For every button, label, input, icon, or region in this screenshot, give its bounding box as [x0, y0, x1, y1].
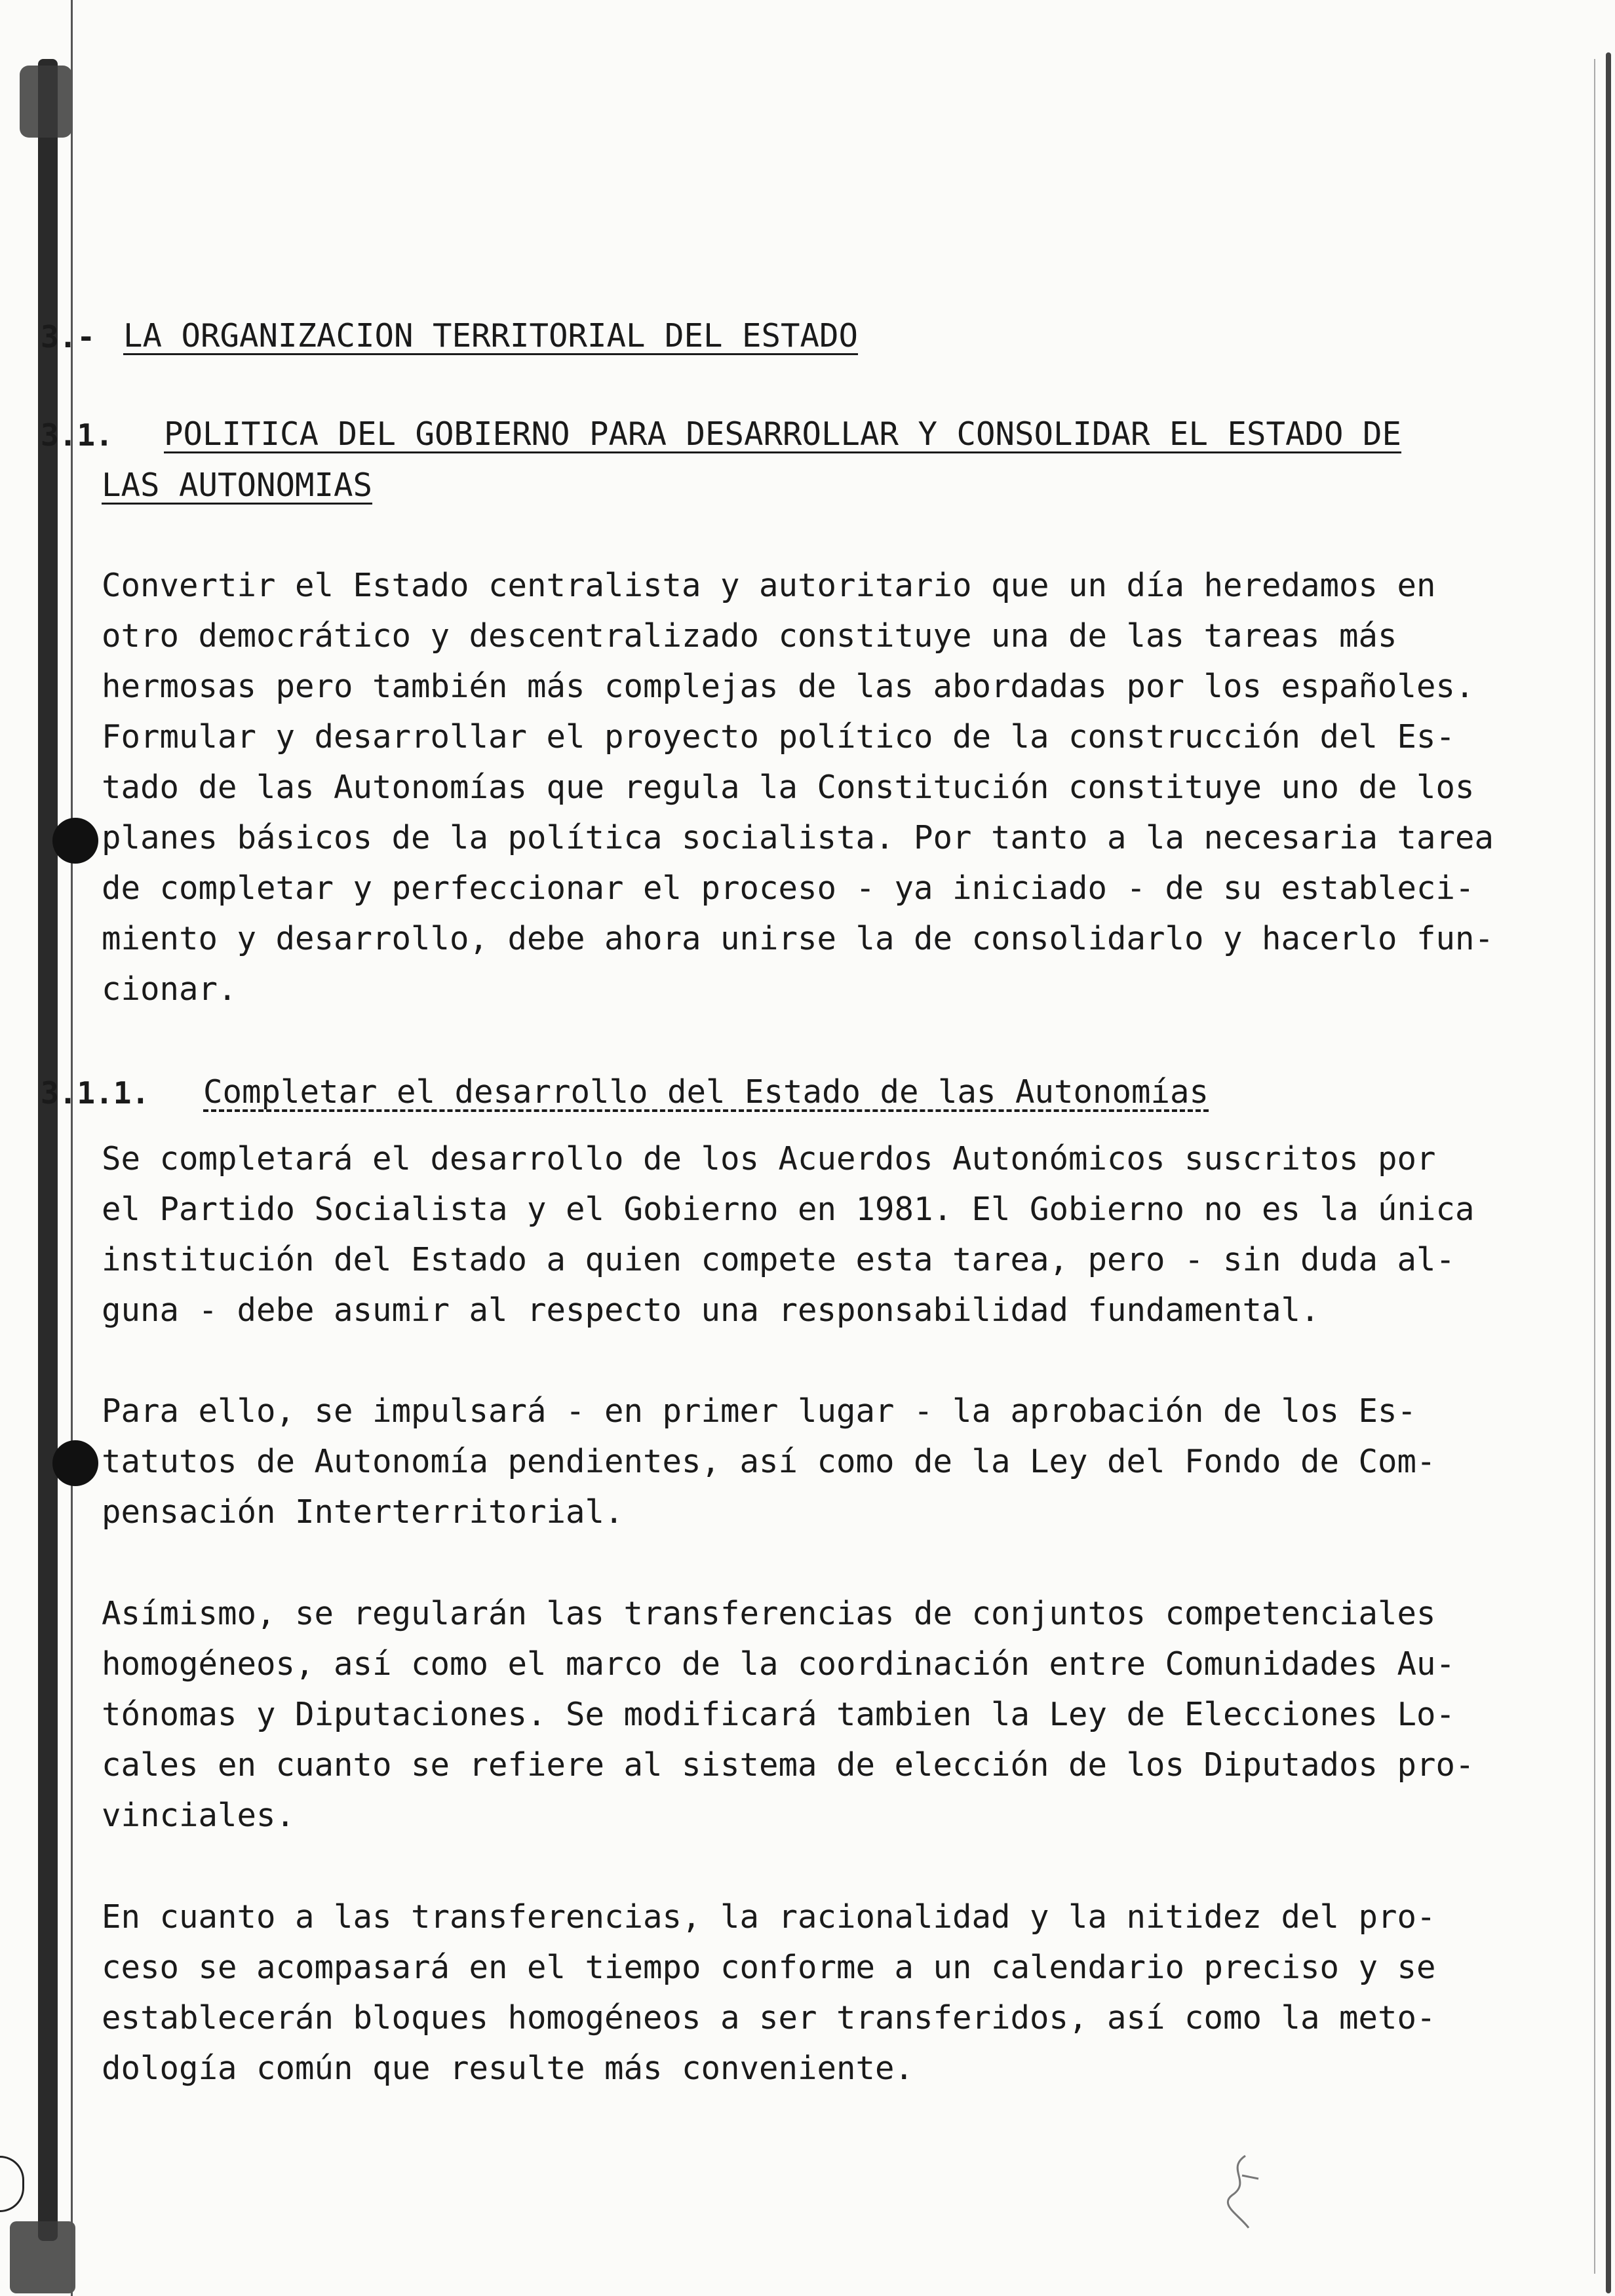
paragraph-4-line: establecerán bloques homogéneos a ser transferidos, así como la meto-	[102, 1999, 1436, 2037]
pencil-mark	[1213, 2149, 1272, 2234]
paragraph-1-line: institución del Estado a quien compete esta tarea, pero - sin duda al-	[102, 1241, 1456, 1278]
binding-clip-bottom	[10, 2221, 75, 2293]
paragraph-1-line: Se completará el desarrollo de los Acuerdos Autonómicos suscritos por	[102, 1140, 1436, 1177]
intro-line: tado de las Autonomías que regula la Constitución constituye uno de los	[102, 769, 1475, 806]
right-page-edge-shadow	[1594, 59, 1595, 2274]
paragraph-1-line: guna - debe asumir al respecto una responsabilidad fundamental.	[102, 1292, 1320, 1329]
binding-bracket	[0, 2156, 24, 2212]
paragraph-3-line: Asímismo, se regularán las transferencias de conjuntos competenciales	[102, 1595, 1436, 1632]
intro-line: Convertir el Estado centralista y autoritario que un día heredamos en	[102, 567, 1436, 604]
intro-line: otro democrático y descentralizado constituye una de las tareas más	[102, 617, 1397, 655]
intro-line: cionar.	[102, 970, 237, 1008]
paragraph-3-line: tónomas y Diputaciones. Se modificará tambien la Ley de Elecciones Lo-	[102, 1696, 1456, 1733]
subsection-title: Completar el desarrollo del Estado de las Autonomías	[203, 1073, 1209, 1111]
intro-line: planes básicos de la política socialista. Por tanto a la necesaria tarea	[102, 819, 1494, 856]
main-heading: LA ORGANIZACION TERRITORIAL DEL ESTADO	[123, 317, 859, 354]
section-title-line-2: LAS AUTONOMIAS	[102, 467, 373, 504]
intro-line: hermosas pero también más complejas de las abordadas por los españoles.	[102, 668, 1475, 705]
binding-clip-top	[20, 66, 72, 138]
paragraph-3-line: homogéneos, así como el marco de la coordinación entre Comunidades Au-	[102, 1645, 1456, 1683]
intro-line: miento y desarrollo, debe ahora unirse la de consolidarlo y hacerlo fun-	[102, 920, 1494, 957]
paragraph-2-line: Para ello, se impulsará - en primer lugar - la aprobación de los Es-	[102, 1392, 1417, 1430]
paragraph-1-line: el Partido Socialista y el Gobierno en 1981. El Gobierno no es la única	[102, 1191, 1475, 1228]
punch-hole-lower	[52, 1440, 98, 1486]
paragraph-4-line: En cuanto a las transferencias, la racionalidad y la nitidez del pro-	[102, 1898, 1436, 1936]
binding-strip	[38, 59, 58, 2241]
paragraph-2-line: pensación Interterritorial.	[102, 1493, 624, 1531]
section-number: 3.1.	[41, 417, 113, 453]
paragraph-4-line: ceso se acompasará en el tiempo conforme a un calendario preciso y se	[102, 1949, 1436, 1986]
section-title-line-1: POLITICA DEL GOBIERNO PARA DESARROLLAR Y CONSOLIDAR EL ESTADO DE	[164, 415, 1402, 453]
paragraph-3-line: vinciales.	[102, 1797, 296, 1834]
paragraph-2-line: tatutos de Autonomía pendientes, así como de la Ley del Fondo de Com-	[102, 1443, 1436, 1480]
intro-line: de completar y perfeccionar el proceso - ya iniciado - de su estableci-	[102, 870, 1475, 907]
paragraph-3-line: cales en cuanto se refiere al sistema de elección de los Diputados pro-	[102, 1746, 1475, 1784]
subsection-number: 3.1.1.	[41, 1075, 150, 1111]
paragraph-4-line: dología común que resulte más conveniente.	[102, 2050, 914, 2087]
punch-hole-upper	[52, 818, 98, 864]
heading-number: 3.-	[41, 319, 96, 354]
right-page-edge	[1606, 52, 1611, 2293]
intro-line: Formular y desarrollar el proyecto político de la construcción del Es-	[102, 718, 1456, 756]
